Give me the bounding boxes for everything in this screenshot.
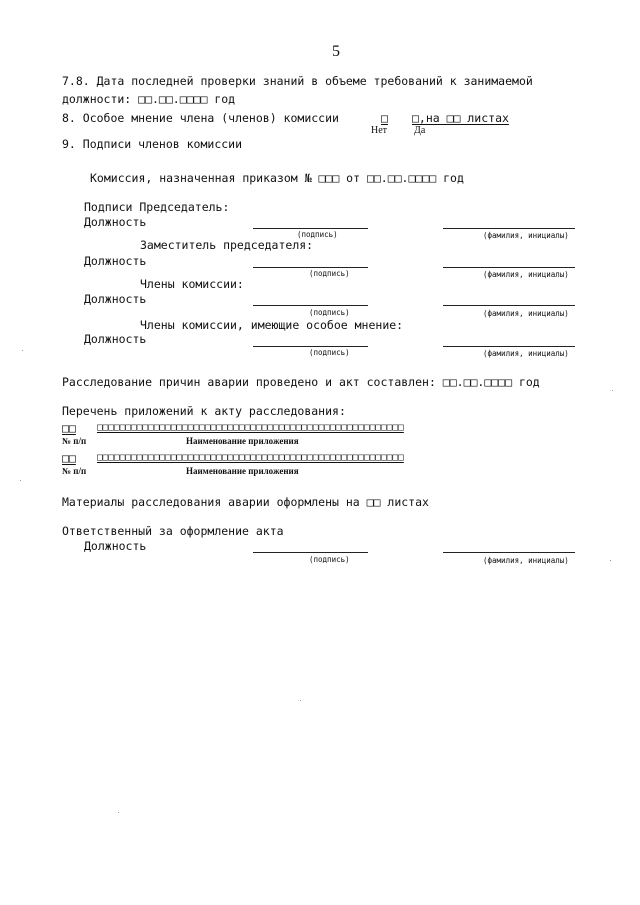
item-9-title: 9. Подписи членов комиссии: [62, 137, 243, 151]
members-name-line[interactable]: [443, 305, 575, 306]
deputy-name-line[interactable]: [443, 267, 575, 268]
responsible-name-caption: (фамилия, инициалы): [483, 556, 569, 565]
responsible-name-line[interactable]: [443, 552, 575, 553]
chairman-name-line[interactable]: [443, 228, 575, 229]
members-position-label: Должность: [84, 292, 147, 306]
attachment-1-number-field[interactable]: □□: [62, 421, 76, 435]
scan-speck: [20, 480, 21, 481]
deputy-name-caption: (фамилия, инициалы): [483, 270, 569, 279]
scan-speck: [610, 560, 611, 561]
dissent-members-heading: Члены комиссии, имеющие особое мнение:: [140, 318, 404, 332]
materials-sheets: Материалы расследования аварии оформлены на □□ листах: [62, 495, 429, 509]
members-signature-caption: (подпись): [309, 308, 350, 317]
attachment-1-name-field[interactable]: □□□□□□□□□□□□□□□□□□□□□□□□□□□□□□□□□□□□□□□□□□□□□□□□□□□□□□: [97, 422, 404, 433]
dissent-name-caption: (фамилия, инициалы): [483, 349, 569, 358]
chairman-heading: Подписи Председатель:: [84, 200, 230, 214]
chairman-name-caption: (фамилия, инициалы): [483, 231, 569, 240]
investigation-completed: Расследование причин аварии проведено и акт составлен: □□.□□.□□□□ год: [62, 375, 540, 389]
scan-speck: [22, 350, 23, 351]
attachment-2-number-caption: № п/п: [62, 466, 87, 476]
scan-speck: [118, 812, 119, 813]
item-7-8-line1: 7.8. Дата последней проверки знаний в объеме требований к занимаемой: [62, 74, 533, 88]
responsible-signature-caption: (подпись): [309, 555, 350, 564]
chairman-position-label: Должность: [84, 215, 147, 229]
attachment-2-name-field[interactable]: □□□□□□□□□□□□□□□□□□□□□□□□□□□□□□□□□□□□□□□□□□□□□□□□□□□□□□: [97, 452, 404, 463]
attachment-1-number-caption: № п/п: [62, 436, 87, 446]
scan-speck: [612, 390, 613, 391]
deputy-position-label: Должность: [84, 254, 147, 268]
label-no: Нет: [371, 125, 388, 136]
commission-order: Комиссия, назначенная приказом № □□□ от □□.□□.□□□□ год: [90, 171, 464, 185]
members-signature-line[interactable]: [253, 305, 368, 306]
responsible-position-label: Должность: [84, 539, 147, 553]
responsible-heading: Ответственный за оформление акта: [62, 524, 284, 538]
dissent-yes-field[interactable]: □,на □□ листах: [412, 111, 509, 125]
members-heading: Члены комиссии:: [140, 277, 244, 291]
label-yes: Да: [414, 125, 426, 136]
responsible-signature-line[interactable]: [253, 552, 368, 553]
attachment-2-number-field[interactable]: □□: [62, 451, 76, 465]
dissent-name-line[interactable]: [443, 346, 575, 347]
deputy-heading: Заместитель председателя:: [140, 238, 314, 252]
members-name-caption: (фамилия, инициалы): [483, 309, 569, 318]
attachment-2-name-caption: Наименование приложения: [186, 466, 299, 476]
item-8-text: 8. Особое мнение члена (членов) комиссии: [62, 111, 339, 125]
chairman-signature-caption: (подпись): [297, 230, 338, 239]
scan-speck: [300, 700, 301, 701]
dissent-position-label: Должность: [84, 332, 147, 346]
attachment-1-name-caption: Наименование приложения: [186, 436, 299, 446]
dissent-signature-line[interactable]: [253, 346, 368, 347]
deputy-signature-line[interactable]: [253, 267, 368, 268]
chairman-signature-line[interactable]: [253, 228, 368, 229]
page-number: 5: [332, 43, 340, 60]
attachments-heading: Перечень приложений к акту расследования:: [62, 404, 346, 418]
dissent-no-checkbox[interactable]: □: [381, 111, 388, 125]
item-7-8-line2: должности: □□.□□.□□□□ год: [62, 92, 236, 106]
deputy-signature-caption: (подпись): [309, 269, 350, 278]
dissent-signature-caption: (подпись): [309, 348, 350, 357]
